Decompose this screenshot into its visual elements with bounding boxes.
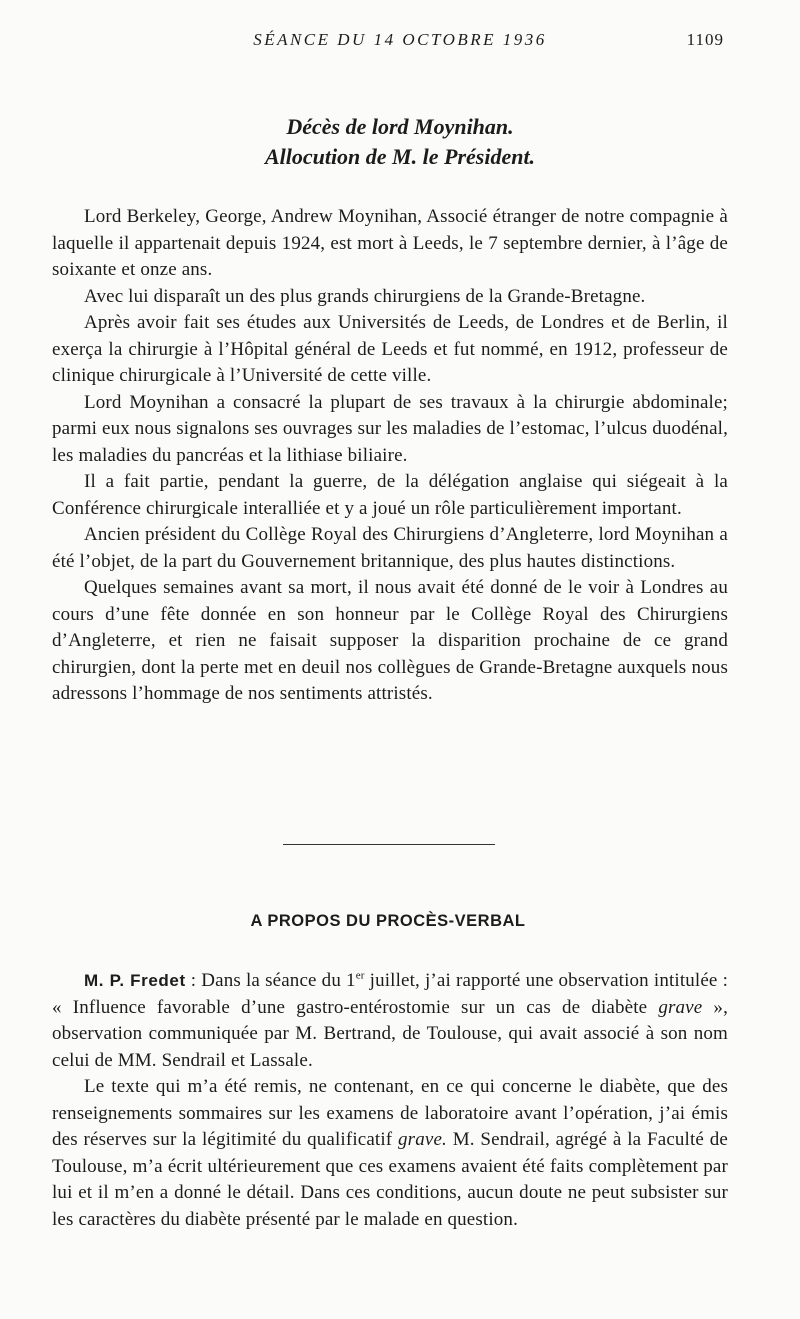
article-title: [0, 112, 800, 172]
paragraph: Avec lui disparaît un des plus grands chirurgiens de la Grande-Bretagne.: [84, 285, 646, 307]
page-number: 1109: [686, 30, 724, 49]
running-header: [0, 30, 800, 56]
minutes-body: [52, 968, 728, 1233]
running-title: SÉANCE DU 14 OCTOBRE 1936: [253, 30, 547, 49]
text-run: M. Sendrail, agrégé à la Faculté de Toulouse, m’a écrit ultérieurement que ces examens avaient été faits complètement par lui et il m’en a donné le détail. Dans ces conditions, aucun doute ne peut subsister sur les caractères du diabète présenté par le malade en question.: [52, 1129, 728, 1230]
italic-word: grave: [658, 996, 703, 1018]
article-body: [52, 204, 728, 708]
paragraph: [52, 1074, 728, 1233]
ordinal-superscript: er: [355, 969, 365, 982]
speaker-name: M. P. Fredet: [84, 971, 186, 990]
section-divider: [283, 844, 495, 845]
text-run: Le texte qui m’a été remis, ne contenant, en ce qui concerne le diabète, que des renseignements sommaires sur les examens de laboratoire avant l’opération, j’ai émis des réserves sur la légitimité du qualificatif: [52, 1076, 728, 1150]
paragraph: Il a fait partie, pendant la guerre, de la délégation anglaise qui siégeait à la Conférence chirurgicale interalliée et y a joué un rôle particulièrement important.: [52, 471, 728, 519]
paragraph: Lord Moynihan a consacré la plupart de ses travaux à la chirurgie abdominale; parmi eux nous signalons ses ouvrages sur les maladies de l’estomac, l’ulcus duodénal, les maladies du pancréas et la lithiase biliaire.: [52, 391, 728, 466]
paragraph: [52, 968, 728, 1074]
article-title-line-2: Allocution de M. le Président.: [264, 144, 536, 169]
text-run: », observation communiquée par M. Bertrand, de Toulouse, qui avait associé à son nom celui de MM. Sendrail et Lassale.: [52, 996, 728, 1071]
section-heading: A PROPOS DU PROCÈS-VERBAL: [250, 912, 526, 930]
article-title-line-1: Décès de lord Moynihan.: [286, 114, 514, 139]
text-run: juillet, j’ai rapporté une observation intitulée : « Influence favorable d’une gastro-entérostomie sur un cas de diabète: [52, 970, 728, 1018]
paragraph: Quelques semaines avant sa mort, il nous avait été donné de le voir à Londres au cours d’une fête donnée en son honneur par le Collège Royal des Chirurgiens d’Angleterre, et rien ne faisait supposer la disparition prochaine de ce grand chirurgien, dont la perte met en deuil nos collègues de Grande-Bretagne auxquels nous adressons l’hommage de nos sentiments attristés.: [52, 577, 728, 704]
paragraph: Ancien président du Collège Royal des Chirurgiens d’Angleterre, lord Moynihan a été l’objet, de la part du Gouvernement britannique, des plus hautes distinctions.: [52, 524, 728, 572]
text-run: : Dans la séance du 1: [185, 970, 356, 991]
paragraph: Après avoir fait ses études aux Universités de Leeds, de Londres et de Berlin, il exerça la chirurgie à l’Hôpital général de Leeds et fut nommé, en 1912, professeur de clinique chirurgicale à l’Université de cette ville.: [52, 312, 728, 386]
paragraph: Lord Berkeley, George, Andrew Moynihan, Associé étranger de notre compagnie à laquelle il appartenait depuis 1924, est mort à Leeds, le 7 septembre dernier, à l’âge de soixante et onze ans.: [52, 206, 728, 280]
italic-word: grave.: [398, 1129, 447, 1150]
